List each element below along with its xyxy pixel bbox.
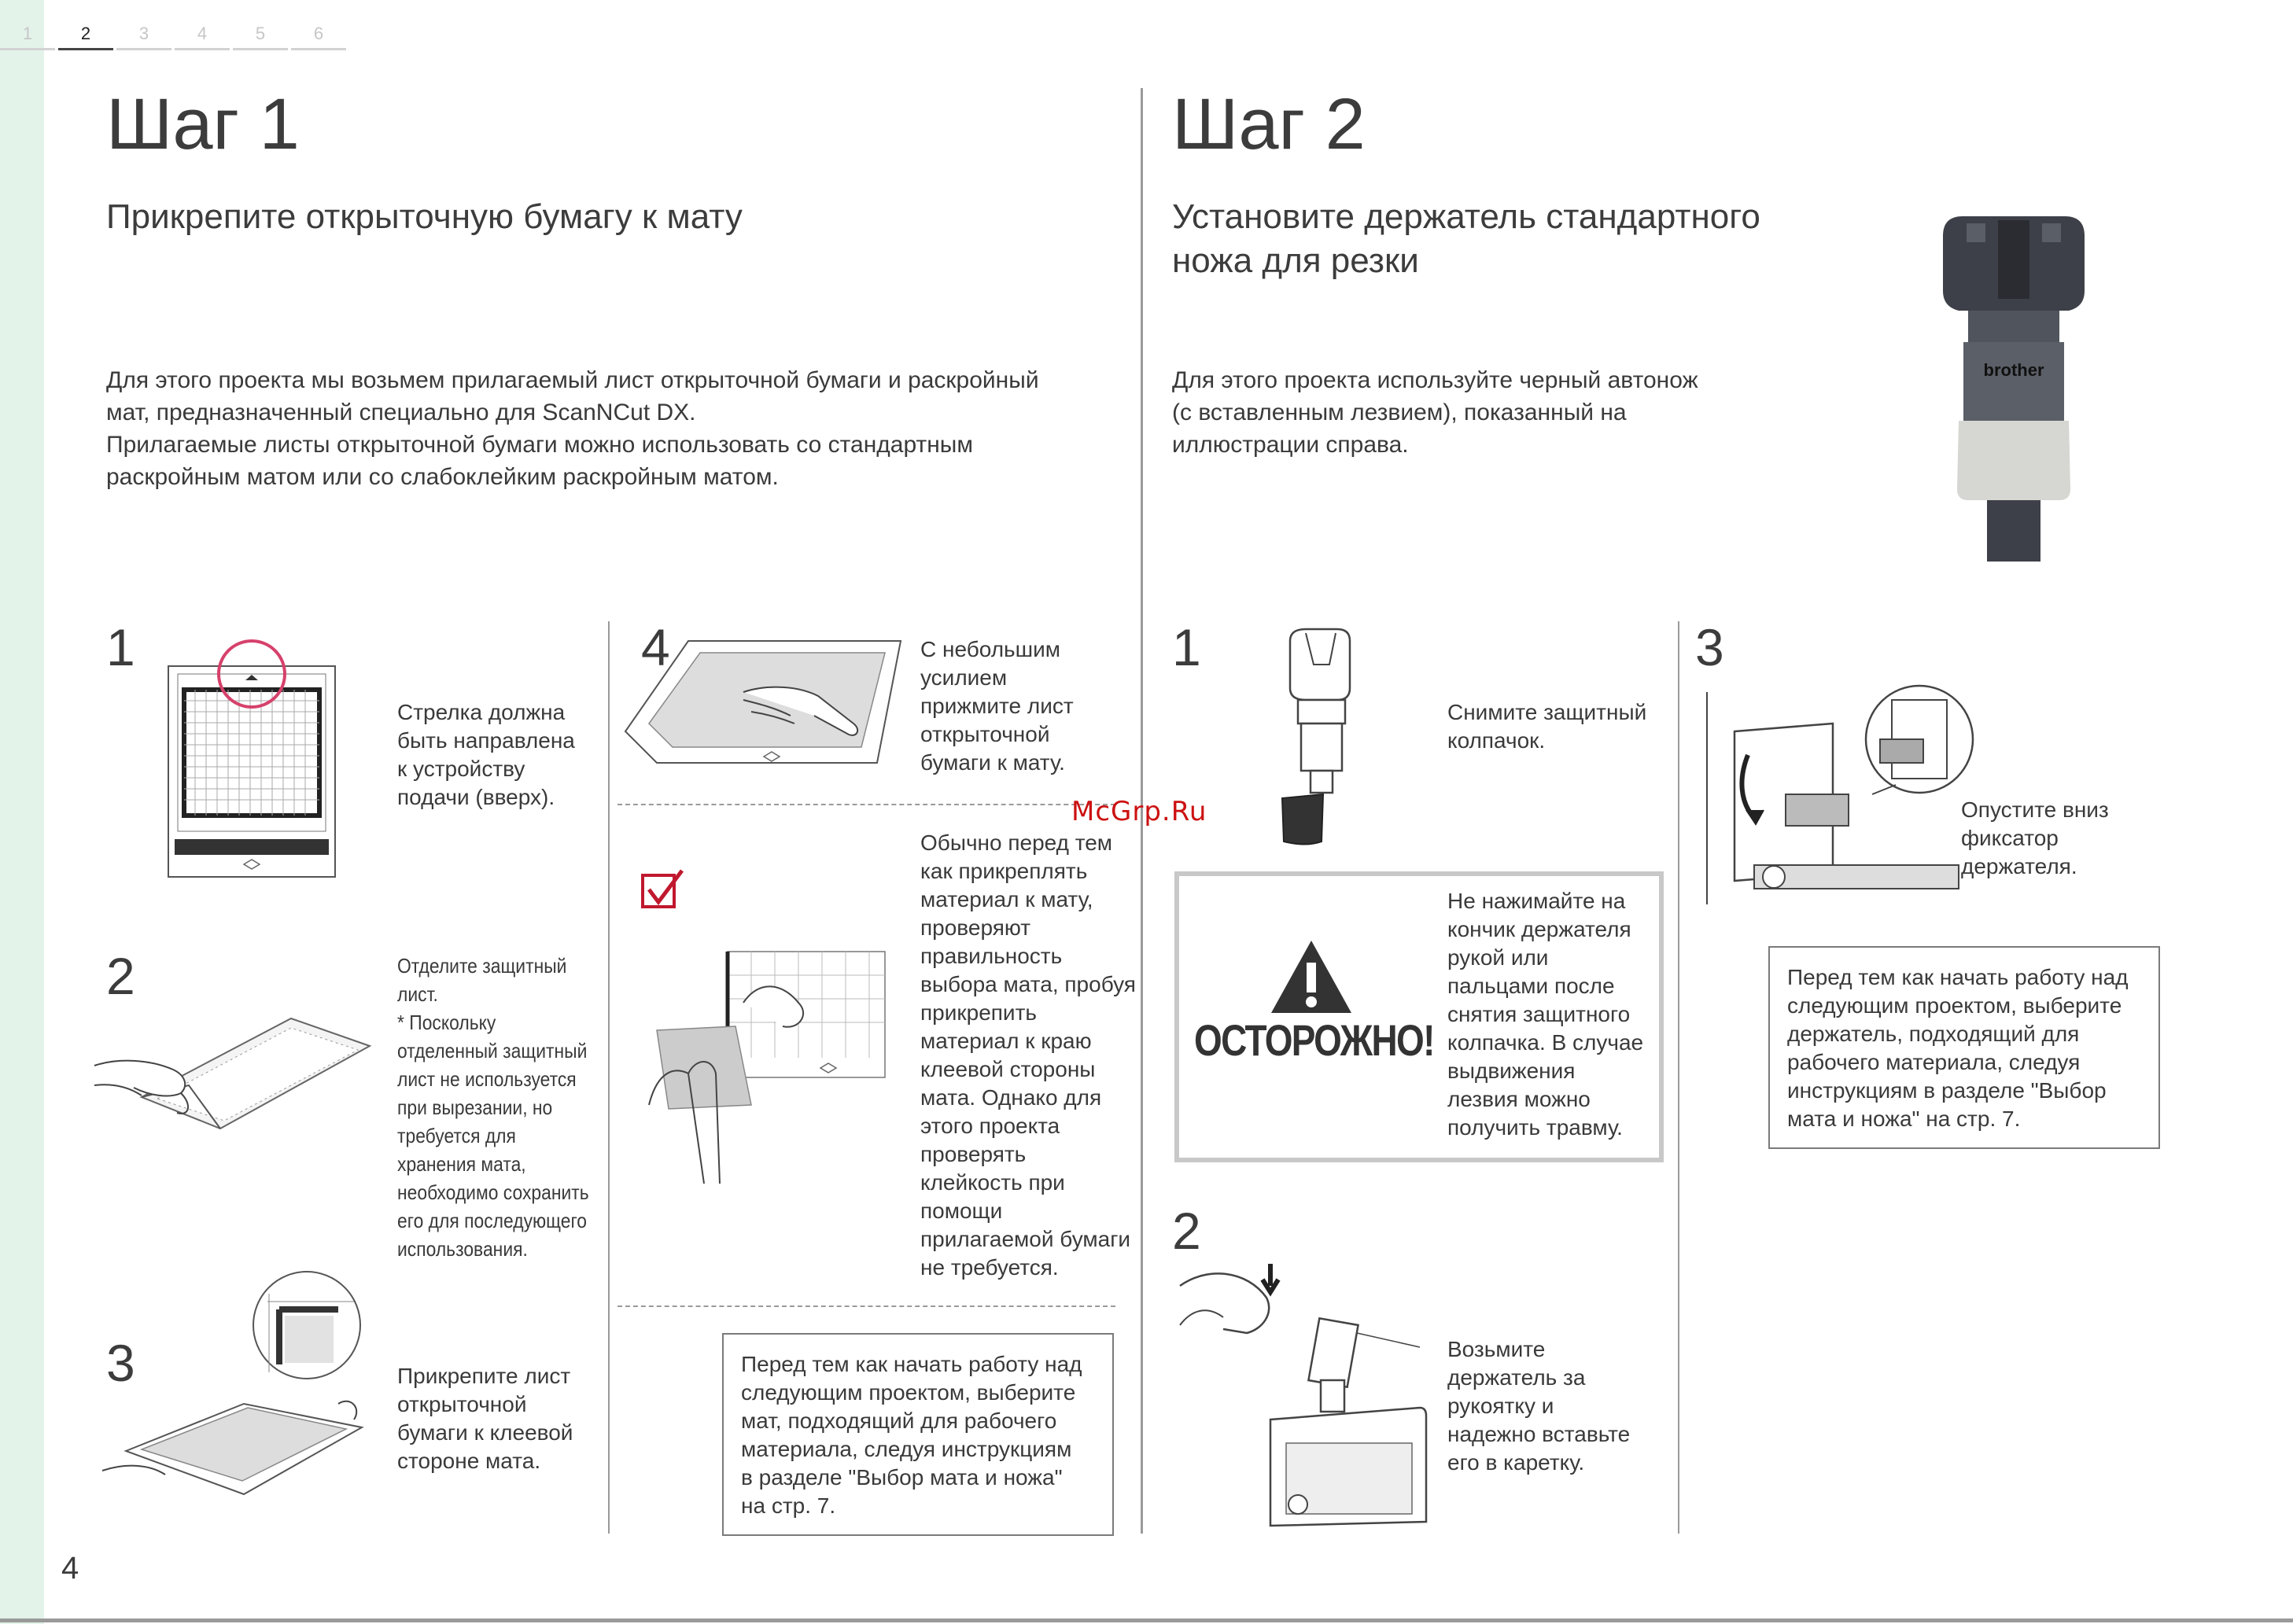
text-line: Возьмите — [1447, 1337, 1546, 1361]
step1-title: Шаг 1 — [106, 84, 300, 164]
text-line: при вырезании, но — [397, 1096, 553, 1119]
step1-item4-text — [920, 635, 1074, 777]
text-line: мат, подходящий для рабочего — [741, 1409, 1057, 1433]
step1-note-box — [722, 1333, 1114, 1536]
page-number: 4 — [61, 1551, 79, 1585]
text-line: как прикреплять — [920, 859, 1088, 883]
text-line: этого проекта — [920, 1114, 1060, 1138]
step2-subtitle — [1172, 195, 1760, 283]
intro-line: мат, предназначенный специально для ScanNCut DX. — [106, 400, 696, 425]
text-line: Перед тем как начать работу над — [1787, 965, 2129, 989]
step1-tip-text — [920, 829, 1136, 1282]
text-line: в разделе "Выбор мата и ножа" — [741, 1465, 1063, 1490]
text-line: рукоятку и — [1447, 1394, 1554, 1418]
text-line: бумаги к клеевой — [397, 1420, 573, 1445]
text-line: колпачок. — [1447, 728, 1546, 753]
text-line: к устройству — [397, 757, 525, 781]
text-line: выбора мата, пробуя — [920, 972, 1136, 996]
text-line: помощи — [920, 1199, 1003, 1223]
text-line: материал к мату, — [920, 887, 1093, 911]
step2-intro — [1172, 364, 1698, 461]
intro-line: раскройным матом или со слабоклейким раскройным матом. — [106, 464, 779, 490]
step1-item3-text — [397, 1362, 573, 1475]
text-line: открыточной — [397, 1392, 527, 1416]
text-line: инструкциям в разделе "Выбор — [1787, 1078, 2107, 1103]
warning-label: ОСТОРОЖНО! — [1194, 1015, 1434, 1065]
step2-item3-number: 3 — [1695, 618, 1724, 676]
page-tabs — [0, 22, 349, 50]
lower-lever-illustration — [1691, 684, 1967, 912]
text-line: следующим проектом, выберите — [741, 1380, 1076, 1405]
text-line: мата. Однако для — [920, 1085, 1102, 1110]
text-line: не требуется. — [920, 1255, 1059, 1280]
intro-line: Для этого проекта мы возьмем прилагаемый лист открыточной бумаги и раскройный — [106, 367, 1039, 393]
step2-item2-text — [1447, 1335, 1630, 1477]
text-line: открыточной — [920, 722, 1050, 746]
text-line: Прикрепите лист — [397, 1364, 571, 1388]
press-paper-illustration — [625, 637, 909, 771]
side-color-strip — [0, 0, 44, 1624]
insert-holder-illustration — [1176, 1254, 1436, 1534]
blade-holder-image — [1935, 212, 2092, 566]
step2-item2-number: 2 — [1172, 1202, 1201, 1260]
text-line: проверять — [920, 1142, 1027, 1166]
text-line: лезвия можно — [1447, 1087, 1591, 1111]
subtitle-line: Установите держатель стандартного — [1172, 197, 1760, 236]
step2-title: Шаг 2 — [1172, 84, 1366, 164]
step1-item4-number: 4 — [641, 618, 670, 676]
text-line: Снимите защитный — [1447, 700, 1647, 724]
page-tab-3[interactable]: 3 — [116, 22, 171, 50]
text-line: проверяют — [920, 915, 1031, 940]
text-line: прилагаемой бумаги — [920, 1227, 1131, 1251]
attach-paper-illustration — [102, 1270, 378, 1506]
intro-line: иллюстрации справа. — [1172, 432, 1409, 458]
text-line: материал к краю — [920, 1029, 1092, 1053]
text-line: надежно вставьте — [1447, 1422, 1631, 1446]
text-line: * Поскольку — [397, 1011, 496, 1034]
step1-subtitle: Прикрепите открыточную бумагу к мату — [106, 197, 743, 236]
text-line: клейкость при — [920, 1170, 1065, 1195]
text-line: подачи (вверх). — [397, 785, 555, 809]
text-line: материала, следуя инструкциям — [741, 1437, 1072, 1461]
step2-item1-text — [1447, 698, 1646, 755]
text-line: Опустите вниз — [1961, 797, 2109, 822]
text-line: следующим проектом, выберите — [1787, 993, 2122, 1018]
step1-item2-number: 2 — [106, 947, 135, 1005]
text-line: Стрелка должна — [397, 700, 566, 724]
page-tab-2[interactable]: 2 — [58, 22, 113, 50]
text-line: снятия защитного — [1447, 1002, 1631, 1026]
text-line: выдвижения — [1447, 1059, 1576, 1083]
text-line: его в каретку. — [1447, 1450, 1585, 1475]
intro-line: Для этого проекта используйте черный автонож — [1172, 367, 1698, 393]
intro-line: Прилагаемые листы открыточной бумаги можно использовать со стандартным — [106, 432, 973, 458]
text-line: отделенный защитный — [397, 1039, 588, 1062]
text-line: С небольшим — [920, 637, 1060, 661]
text-line: необходимо сохранить — [397, 1180, 589, 1204]
peel-sheet-illustration — [94, 995, 378, 1152]
text-line: держатель, подходящий для — [1787, 1022, 2080, 1046]
dashed-separator — [617, 1305, 1115, 1307]
page-tab-6[interactable]: 6 — [291, 22, 346, 50]
test-adhesion-illustration — [641, 948, 901, 1191]
subtitle-line: ножа для резки — [1172, 241, 1419, 280]
text-line: прикрепить — [920, 1000, 1037, 1025]
page-tab-5[interactable]: 5 — [233, 22, 288, 50]
warning-triangle-icon — [1268, 937, 1355, 1016]
text-line: Не нажимайте на — [1447, 889, 1626, 913]
bottom-border — [0, 1618, 2293, 1622]
text-line: лист. — [397, 982, 438, 1006]
mat-arrow-illustration — [167, 633, 379, 877]
step1-item1-text — [397, 698, 575, 812]
step1-intro — [106, 364, 1039, 493]
text-line: быть направлена — [397, 728, 575, 753]
text-line: бумаги к мату. — [920, 750, 1065, 775]
text-line: получить травму. — [1447, 1115, 1623, 1140]
text-line: стороне мата. — [397, 1449, 541, 1473]
text-line: рукой или — [1447, 945, 1549, 970]
column-divider — [1678, 621, 1679, 1534]
text-line: рабочего материала, следуя — [1787, 1050, 2081, 1074]
text-line: колпачка. В случае — [1447, 1030, 1644, 1055]
text-line: лист не используется — [397, 1067, 577, 1091]
text-line: правильность — [920, 944, 1063, 968]
remove-cap-illustration — [1274, 625, 1369, 853]
text-line: держателя. — [1961, 854, 2077, 878]
text-line: его для последующего — [397, 1209, 588, 1232]
step1-item1-number: 1 — [106, 618, 135, 676]
page-tab-4[interactable]: 4 — [175, 22, 230, 50]
text-line: Обычно перед тем — [920, 830, 1113, 855]
page-tab-1[interactable]: 1 — [0, 22, 55, 50]
check-icon — [641, 869, 688, 916]
step2-item1-number: 1 — [1172, 618, 1201, 676]
step2-note-box — [1768, 946, 2160, 1149]
text-line: пальцами после — [1447, 974, 1615, 998]
dashed-separator — [617, 804, 1115, 805]
text-line: мата и ножа" на стр. 7. — [1787, 1107, 2021, 1131]
text-line: прижмите лист — [920, 694, 1074, 718]
step2-item3-text — [1961, 796, 2109, 881]
intro-line: (с вставленным лезвием), показанный на — [1172, 400, 1627, 425]
step1-item2-text — [397, 952, 589, 1263]
warning-text — [1447, 887, 1643, 1142]
column-divider — [608, 621, 610, 1534]
text-line: держатель за — [1447, 1365, 1586, 1390]
text-line: требуется для — [397, 1124, 516, 1147]
text-line: Перед тем как начать работу над — [741, 1352, 1082, 1376]
text-line: клеевой стороны — [920, 1057, 1096, 1081]
brand-logo-text: brother — [1983, 360, 2044, 380]
watermark: McGrp.Ru — [1071, 796, 1207, 827]
text-line: усилием — [920, 665, 1008, 690]
text-line: Отделите защитный — [397, 954, 567, 978]
text-line: на стр. 7. — [741, 1493, 836, 1518]
step1-item3-number: 3 — [106, 1334, 135, 1392]
text-line: использования. — [397, 1237, 528, 1261]
text-line: кончик держателя — [1447, 917, 1631, 941]
text-line: хранения мата, — [397, 1152, 526, 1176]
text-line: фиксатор — [1961, 826, 2059, 850]
